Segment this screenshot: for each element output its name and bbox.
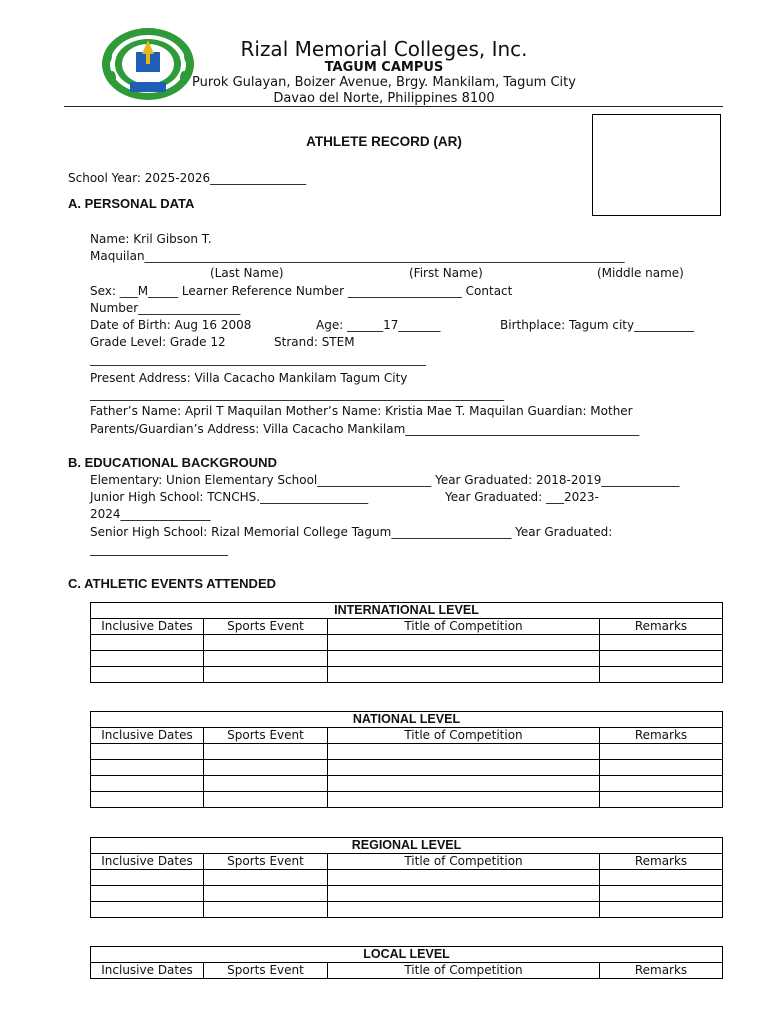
parents-names-field[interactable]: Father’s Name: April T Maquilan Mother’s Name: Kristia Mae T. Maquilan Guardian: Mother (90, 404, 633, 418)
table-cell[interactable] (600, 886, 723, 902)
level-title: INTERNATIONAL LEVEL (91, 603, 723, 619)
column-header-remarks: Remarks (600, 963, 723, 979)
column-header-title-of-competition: Title of Competition (328, 619, 600, 635)
level-title: LOCAL LEVEL (91, 947, 723, 963)
senior-high-field[interactable]: Senior High School: Rizal Memorial College Tagum____________________ Year Graduated: (90, 525, 613, 539)
table-cell[interactable] (600, 635, 723, 651)
level-title: NATIONAL LEVEL (91, 712, 723, 728)
blank-line: ________________________________________________________ (90, 352, 426, 366)
junior-high-year-field-continued[interactable]: 2024_______________ (90, 507, 211, 521)
section-personal-heading: A. PERSONAL DATA (68, 196, 195, 211)
table-cell[interactable] (204, 870, 328, 886)
column-header-inclusive-dates: Inclusive Dates (91, 963, 204, 979)
column-header-inclusive-dates: Inclusive Dates (91, 619, 204, 635)
header-divider (64, 106, 723, 107)
table-cell[interactable] (328, 744, 600, 760)
sex-lrn-contact-field[interactable]: Sex: ___M_____ Learner Reference Number ___________________ Contact (90, 284, 513, 298)
address-line-1: Purok Gulayan, Boizer Avenue, Brgy. Mankilam, Tagum City (192, 75, 576, 90)
table-cell[interactable] (600, 902, 723, 918)
senior-high-year-field[interactable]: _______________________ (90, 542, 228, 556)
table-cell[interactable] (600, 870, 723, 886)
table-cell[interactable] (204, 744, 328, 760)
birthplace-field[interactable]: Birthplace: Tagum city__________ (500, 318, 695, 332)
column-header-remarks: Remarks (600, 728, 723, 744)
column-header-sports-event: Sports Event (204, 963, 328, 979)
last-name-label: (Last Name) (210, 266, 284, 280)
form-title: ATHLETE RECORD (AR) (306, 134, 462, 149)
table-cell[interactable] (91, 744, 204, 760)
table-row (91, 776, 723, 792)
blank-line: _____________________________________________________________________ (90, 387, 504, 401)
local-level-table (90, 946, 723, 979)
table-cell[interactable] (600, 760, 723, 776)
table-cell[interactable] (91, 651, 204, 667)
table-cell[interactable] (204, 792, 328, 808)
table-row (91, 744, 723, 760)
column-header-sports-event: Sports Event (204, 728, 328, 744)
section-education-heading: B. EDUCATIONAL BACKGROUND (68, 455, 277, 470)
column-header-sports-event: Sports Event (204, 619, 328, 635)
column-header-title-of-competition: Title of Competition (328, 963, 600, 979)
table-row (91, 667, 723, 683)
column-header-remarks: Remarks (600, 619, 723, 635)
table-cell[interactable] (91, 886, 204, 902)
photo-box (592, 114, 721, 216)
table-cell[interactable] (91, 792, 204, 808)
column-header-title-of-competition: Title of Competition (328, 854, 600, 870)
table-row (91, 902, 723, 918)
table-cell[interactable] (204, 760, 328, 776)
contact-number-field[interactable]: Number_________________ (90, 301, 241, 315)
table-cell[interactable] (600, 667, 723, 683)
table-cell[interactable] (600, 744, 723, 760)
table-row (91, 886, 723, 902)
name-field-continued[interactable]: Maquilan________________________________________________________________________________ (90, 249, 625, 263)
middle-name-label: (Middle name) (597, 266, 684, 280)
table-cell[interactable] (328, 651, 600, 667)
table-cell[interactable] (204, 651, 328, 667)
present-address-field[interactable]: Present Address: Villa Cacacho Mankilam Tagum City (90, 371, 408, 385)
junior-high-field[interactable]: Junior High School: TCNCHS.__________________ (90, 490, 369, 504)
school-year-field[interactable]: School Year: 2025-2026________________ (68, 171, 307, 185)
national-level-table (90, 711, 723, 808)
column-header-inclusive-dates: Inclusive Dates (91, 728, 204, 744)
grade-level-field[interactable]: Grade Level: Grade 12 (90, 335, 226, 349)
table-cell[interactable] (328, 792, 600, 808)
table-cell[interactable] (600, 651, 723, 667)
table-cell[interactable] (328, 760, 600, 776)
table-cell[interactable] (600, 792, 723, 808)
table-cell[interactable] (91, 635, 204, 651)
table-cell[interactable] (91, 667, 204, 683)
table-cell[interactable] (204, 886, 328, 902)
table-row (91, 635, 723, 651)
elementary-field[interactable]: Elementary: Union Elementary School___________________ Year Graduated: 2018-2019_____________ (90, 473, 680, 487)
level-title: REGIONAL LEVEL (91, 838, 723, 854)
address-line-2: Davao del Norte, Philippines 8100 (273, 91, 495, 106)
age-field[interactable]: Age: ______17_______ (316, 318, 441, 332)
parents-address-field[interactable]: Parents/Guardian’s Address: Villa Cacacho Mankilam_______________________________________ (90, 422, 640, 436)
column-header-inclusive-dates: Inclusive Dates (91, 854, 204, 870)
table-row (91, 792, 723, 808)
table-cell[interactable] (328, 776, 600, 792)
international-level-table (90, 602, 723, 683)
column-header-sports-event: Sports Event (204, 854, 328, 870)
section-athletic-heading: C. ATHLETIC EVENTS ATTENDED (68, 576, 276, 591)
table-cell[interactable] (328, 902, 600, 918)
table-row (91, 760, 723, 776)
table-cell[interactable] (91, 870, 204, 886)
table-cell[interactable] (328, 667, 600, 683)
table-cell[interactable] (204, 635, 328, 651)
date-of-birth-field[interactable]: Date of Birth: Aug 16 2008 (90, 318, 252, 332)
table-cell[interactable] (328, 870, 600, 886)
table-cell[interactable] (328, 886, 600, 902)
table-cell[interactable] (204, 776, 328, 792)
regional-level-table (90, 837, 723, 918)
junior-high-year-field[interactable]: Year Graduated: ___2023- (445, 490, 599, 504)
name-field[interactable]: Name: Kril Gibson T. (90, 232, 212, 246)
table-row (91, 651, 723, 667)
column-header-title-of-competition: Title of Competition (328, 728, 600, 744)
table-cell[interactable] (204, 902, 328, 918)
table-row (91, 870, 723, 886)
campus-name: TAGUM CAMPUS (324, 60, 444, 75)
strand-field[interactable]: Strand: STEM (274, 335, 355, 349)
first-name-label: (First Name) (409, 266, 483, 280)
table-cell[interactable] (204, 667, 328, 683)
column-header-remarks: Remarks (600, 854, 723, 870)
table-cell[interactable] (600, 776, 723, 792)
table-cell[interactable] (91, 760, 204, 776)
table-cell[interactable] (328, 635, 600, 651)
table-cell[interactable] (91, 776, 204, 792)
institution-name: Rizal Memorial Colleges, Inc. (240, 37, 528, 61)
table-cell[interactable] (91, 902, 204, 918)
